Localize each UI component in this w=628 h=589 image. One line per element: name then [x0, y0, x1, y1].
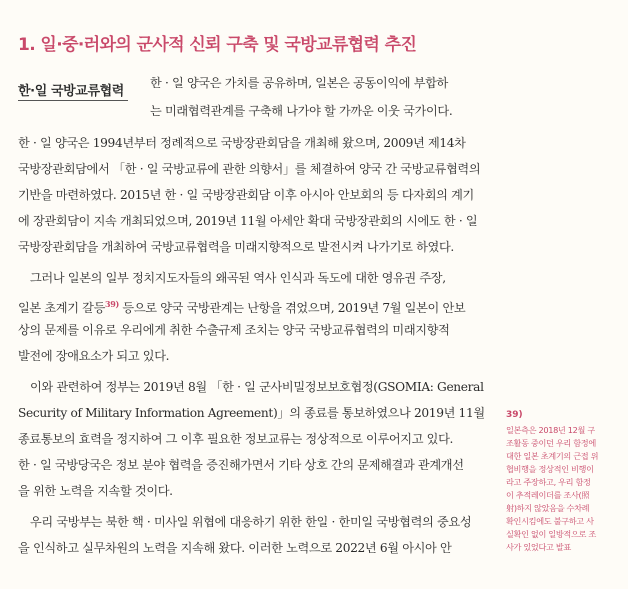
body-line: 그러나 일본의 일부 정치지도자들의 왜곡된 역사 인식과 독도에 대한 영유권 주장,	[30, 271, 446, 285]
sub-heading: 한·일 국방교류협력	[18, 84, 124, 99]
footnote-line: 라고 주장하고, 우리 함정	[506, 477, 591, 487]
body-line: 발전에 장애요소가 되고 있다.	[18, 349, 170, 363]
footnote-line: 확인시킴에도 불구하고 사	[506, 516, 594, 526]
footnote-line: 조활동 중이던 우리 함정에	[506, 438, 596, 448]
body-line: 한 · 일 양국은 1994년부터 정례적으로 국방장관회담을 개최해 왔으며, 2009년 제14차	[18, 136, 466, 150]
sub-heading-underline	[18, 100, 128, 101]
footnote-line: 대한 일본 초계기의 근접 위	[506, 451, 599, 461]
body-line: 이와 관련하여 정부는 2019년 8월 「한 · 일 군사비밀정보보호협정(GSOMIA: General	[30, 380, 484, 394]
body-line: 기반을 마련하였다. 2015년 한 · 일 국방장관회담 이후 아시아 안보회의 등 다자회의 계기	[18, 188, 474, 202]
footnote-number: 39)	[506, 410, 523, 420]
body-line: 우리 국방부는 북한 핵 · 미사일 위협에 대응하기 위한 한일 · 한미일 국방협력의 중요성	[30, 515, 472, 529]
body-line: 국방장관회담에서 「한 · 일 국방교류에 관한 의향서」를 체결하여 양국 간 국방교류협력의	[18, 162, 481, 176]
body-line: Security of Military Information Agreement)」의 종료를 통보하였으나 2019년 11월	[18, 406, 485, 420]
body-line: 한 · 일 국방당국은 정보 분야 협력을 증진해가면서 기타 상호 간의 문제해결과 관계개선	[18, 458, 464, 472]
footnote-line: 이 추적레이더를 조사(照	[506, 490, 590, 500]
body-text: 등으로 양국 국방관계는 난항을 겪었으며, 2019년 7월 일본이 안보	[118, 301, 466, 316]
footnote-line: 일본측은 2018년 12월 구	[506, 425, 595, 435]
body-line	[18, 294, 490, 318]
body-line: 상의 문제를 이유로 우리에게 취한 수출규제 조치는 양국 국방교류협력의 미래지향적	[18, 323, 450, 337]
body-line: 한 · 일 양국은 가치를 공유하며, 일본은 공동이익에 부합하	[150, 76, 448, 90]
body-line: 에 장관회담이 지속 개최되었으며, 2019년 11월 아세안 확대 국방장관회의 시에도 한 · 일	[18, 214, 478, 228]
body-text: 일본 초계기 갈등	[18, 301, 106, 316]
body-line: 을 인식하고 실무차원의 노력을 지속해 왔다. 이러한 노력으로 2022년 6월 아시아 안	[18, 541, 452, 555]
footnote-ref: 39)	[105, 299, 119, 309]
footnote-line: 사가 있었다고 발표	[506, 542, 571, 552]
footnote-line: 협비행을 정상적인 비행이	[506, 464, 594, 474]
body-line: 종료통보의 효력을 정지하여 그 이후 필요한 정보교류는 정상적으로 이루어지고 있다.	[18, 432, 454, 446]
footnote-line: 실확인 없이 일방적으로 조	[506, 529, 596, 539]
footnote-line: 射)하지 않았음을 수차례	[506, 503, 590, 513]
body-line: 을 위한 노력을 지속할 것이다.	[18, 484, 173, 498]
body-line: 는 미래협력관계를 구축해 나가야 할 가까운 이웃 국가이다.	[150, 104, 453, 118]
section-title: 1. 일·중·러와의 군사적 신뢰 구축 및 국방교류협력 추진	[18, 35, 417, 55]
body-line: 국방장관회담을 개최하여 국방교류협력을 미래지향적으로 발전시켜 나가기로 하였다.	[18, 240, 454, 254]
